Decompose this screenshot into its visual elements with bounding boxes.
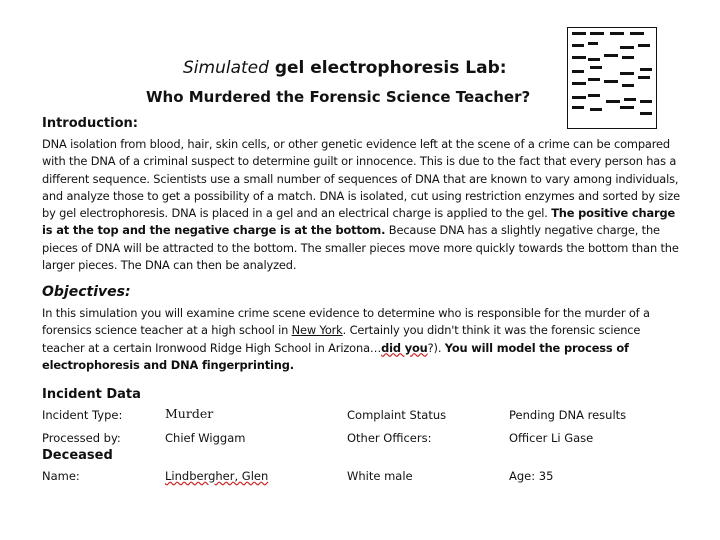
processed-by-value: Chief Wiggam — [165, 431, 246, 445]
gel-band — [588, 94, 600, 97]
gel-band — [590, 32, 604, 35]
gel-band — [590, 66, 602, 69]
complaint-status-label: Complaint Status — [347, 408, 447, 422]
gel-band — [640, 68, 652, 71]
incident-type-label: Incident Type: — [42, 408, 123, 422]
sex-value: White male — [347, 469, 413, 483]
gel-band — [588, 58, 600, 61]
introduction-paragraph: DNA isolation from blood, hair, skin cells, or other genetic evidence left at the scene of a crime can be compared with the DNA of a criminal suspect to determine guilt or innocence. This is due to the fact that every person has a different sequence. Scientists use a small number of sequences of DNA that are known to vary among individuals, and analyze those to get a possibility of a match. DNA is isolated, cut using restriction enzymes and sorted by size by gel electrophoresis. DNA is placed in a gel and an electrical charge is applied to the gel. The positive charge is at the top and the negative charge is at the bottom. Because DNA has a slightly negative charge, the pieces of DNA will be attracted to the bottom. The smaller pieces move more quickly towards the bottom than the larger pieces. The DNA can then be analyzed. — [42, 137, 680, 273]
gel-band — [604, 80, 618, 83]
gel-band — [588, 42, 598, 45]
other-officers-label: Other Officers: — [347, 431, 432, 445]
gel-band — [588, 78, 600, 81]
gel-band — [638, 76, 650, 79]
gel-band — [610, 32, 624, 35]
objectives-heading: Objectives: — [42, 284, 131, 300]
page-title: Simulated gel electrophoresis Lab: — [183, 58, 507, 78]
gel-band — [590, 108, 602, 111]
name-label: Name: — [42, 469, 80, 483]
gel-band — [606, 100, 620, 103]
incident-data-heading: Incident Data — [42, 387, 141, 402]
objectives-paragraph: In this simulation you will examine crime scene evidence to determine who is responsible for the murder of a forensics science teacher at a high school in New York. Certainly you didn't think it was the forensic science teacher at a certain Ironwood Ridge High School in Arizona…did you?). You will model the process of electrophoresis and DNA fingerprinting. — [42, 306, 650, 372]
gel-band — [620, 72, 634, 75]
gel-band — [624, 98, 636, 101]
age-value: Age: 35 — [509, 469, 554, 483]
page-subtitle: Who Murdered the Forensic Science Teacher? — [146, 88, 531, 106]
gel-band — [572, 82, 586, 85]
gel-band — [638, 44, 650, 47]
complaint-status-value: Pending DNA results — [509, 408, 627, 422]
introduction-heading: Introduction: — [42, 116, 138, 131]
deceased-heading: Deceased — [42, 448, 113, 463]
dna-gel-bands-icon — [567, 27, 657, 129]
gel-band — [572, 56, 586, 59]
incident-type-value: Murder — [165, 406, 214, 421]
gel-band — [620, 46, 634, 49]
gel-band — [572, 44, 584, 47]
gel-band — [622, 56, 634, 59]
gel-band — [572, 70, 584, 73]
other-officers-value: Officer Li Gase — [509, 431, 594, 445]
gel-band — [572, 106, 584, 109]
gel-band — [640, 100, 652, 103]
gel-band — [572, 32, 586, 35]
name-value: Lindbergher, Glen — [165, 469, 269, 483]
gel-band — [572, 96, 586, 99]
gel-band — [620, 106, 634, 109]
gel-band — [604, 54, 618, 57]
gel-band — [622, 84, 634, 87]
gel-band — [640, 112, 652, 115]
processed-by-label: Processed by: — [42, 431, 121, 445]
gel-band — [630, 32, 644, 35]
